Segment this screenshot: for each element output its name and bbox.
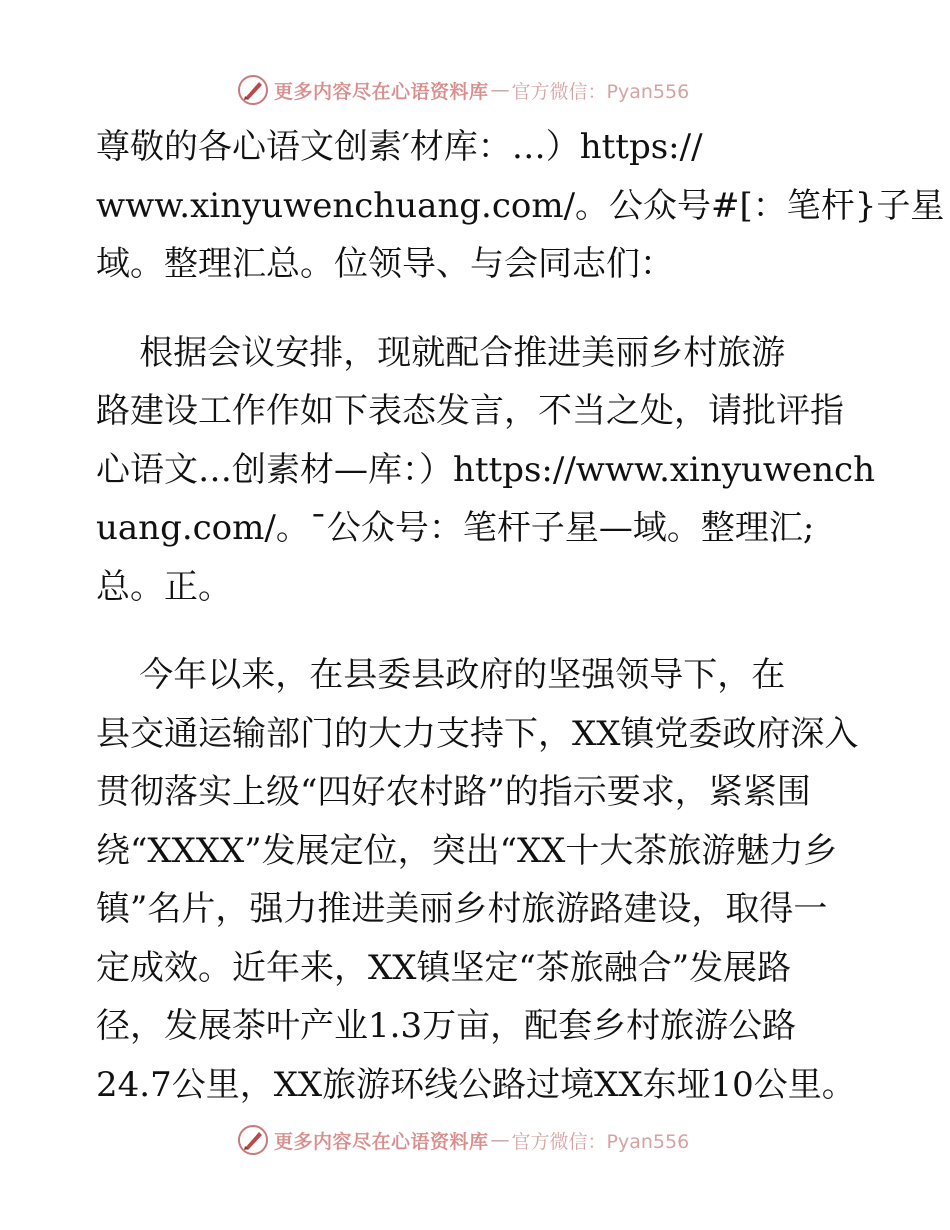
text-line: 绕“XXXX”发展定位，突出“XX十大茶旅游魅力乡 — [96, 830, 838, 871]
paragraph-progress — [96, 646, 866, 1114]
text-line: 24.7公里，XX旅游环线公路过境XX东垭10公里。 — [96, 1064, 856, 1105]
quill-logo-icon — [236, 73, 270, 107]
text-line: 今年以来，在县委县政府的坚强领导下，在 — [96, 655, 786, 695]
paragraph-intro — [96, 324, 875, 617]
text-line: 路建设工作作如下表态发言，不当之处，请批评指 — [96, 391, 844, 431]
text-line: 心语文…创素材—库：）https://www.xinyuwench — [96, 449, 875, 490]
text-line: uang.com/。¯公众号：笔杆子星—域。整理汇; — [96, 508, 815, 548]
text-line: 域。整理汇总。位领导、与会同志们： — [96, 244, 674, 284]
text-line: 尊敬的各心语文创素′材库：…）https:// — [96, 127, 703, 167]
text-line: 县交通运输部门的大力支持下，XX镇党委政府深入 — [96, 713, 859, 754]
quill-logo-icon — [236, 1123, 270, 1157]
text-line: 径，发展茶叶产业1.3万亩，配套乡村旅游公路 — [96, 1006, 797, 1046]
banner-promo-text: 更多内容尽在心语资料库 — [274, 80, 489, 103]
footer-watermark-banner — [236, 1122, 689, 1158]
banner-dash: — — [490, 1129, 510, 1151]
text-line: www.xinyuwenchuang.com/。公众号#[：笔杆}子星 — [96, 185, 945, 226]
paragraph-greeting — [96, 118, 945, 294]
document-body — [96, 118, 945, 1114]
banner-promo-text: 更多内容尽在心语资料库 — [274, 1130, 489, 1153]
banner-wechat-text: 官方微信：Pyan556 — [511, 80, 690, 103]
header-watermark-banner — [236, 72, 689, 108]
text-line: 根据会议安排，现就配合推进美丽乡村旅游 — [96, 332, 786, 373]
banner-dash: — — [490, 79, 510, 101]
banner-wechat-text: 官方微信：Pyan556 — [511, 1130, 690, 1153]
text-line: 镇”名片，强力推进美丽乡村旅游路建设，取得一 — [96, 889, 828, 929]
text-line: 定成效。近年来，XX镇坚定“茶旅融合”发展路 — [96, 947, 792, 988]
text-line: 总。正。 — [96, 566, 232, 607]
text-line: 贯彻落实上级“四好农村路”的指示要求，紧紧围 — [96, 772, 811, 812]
